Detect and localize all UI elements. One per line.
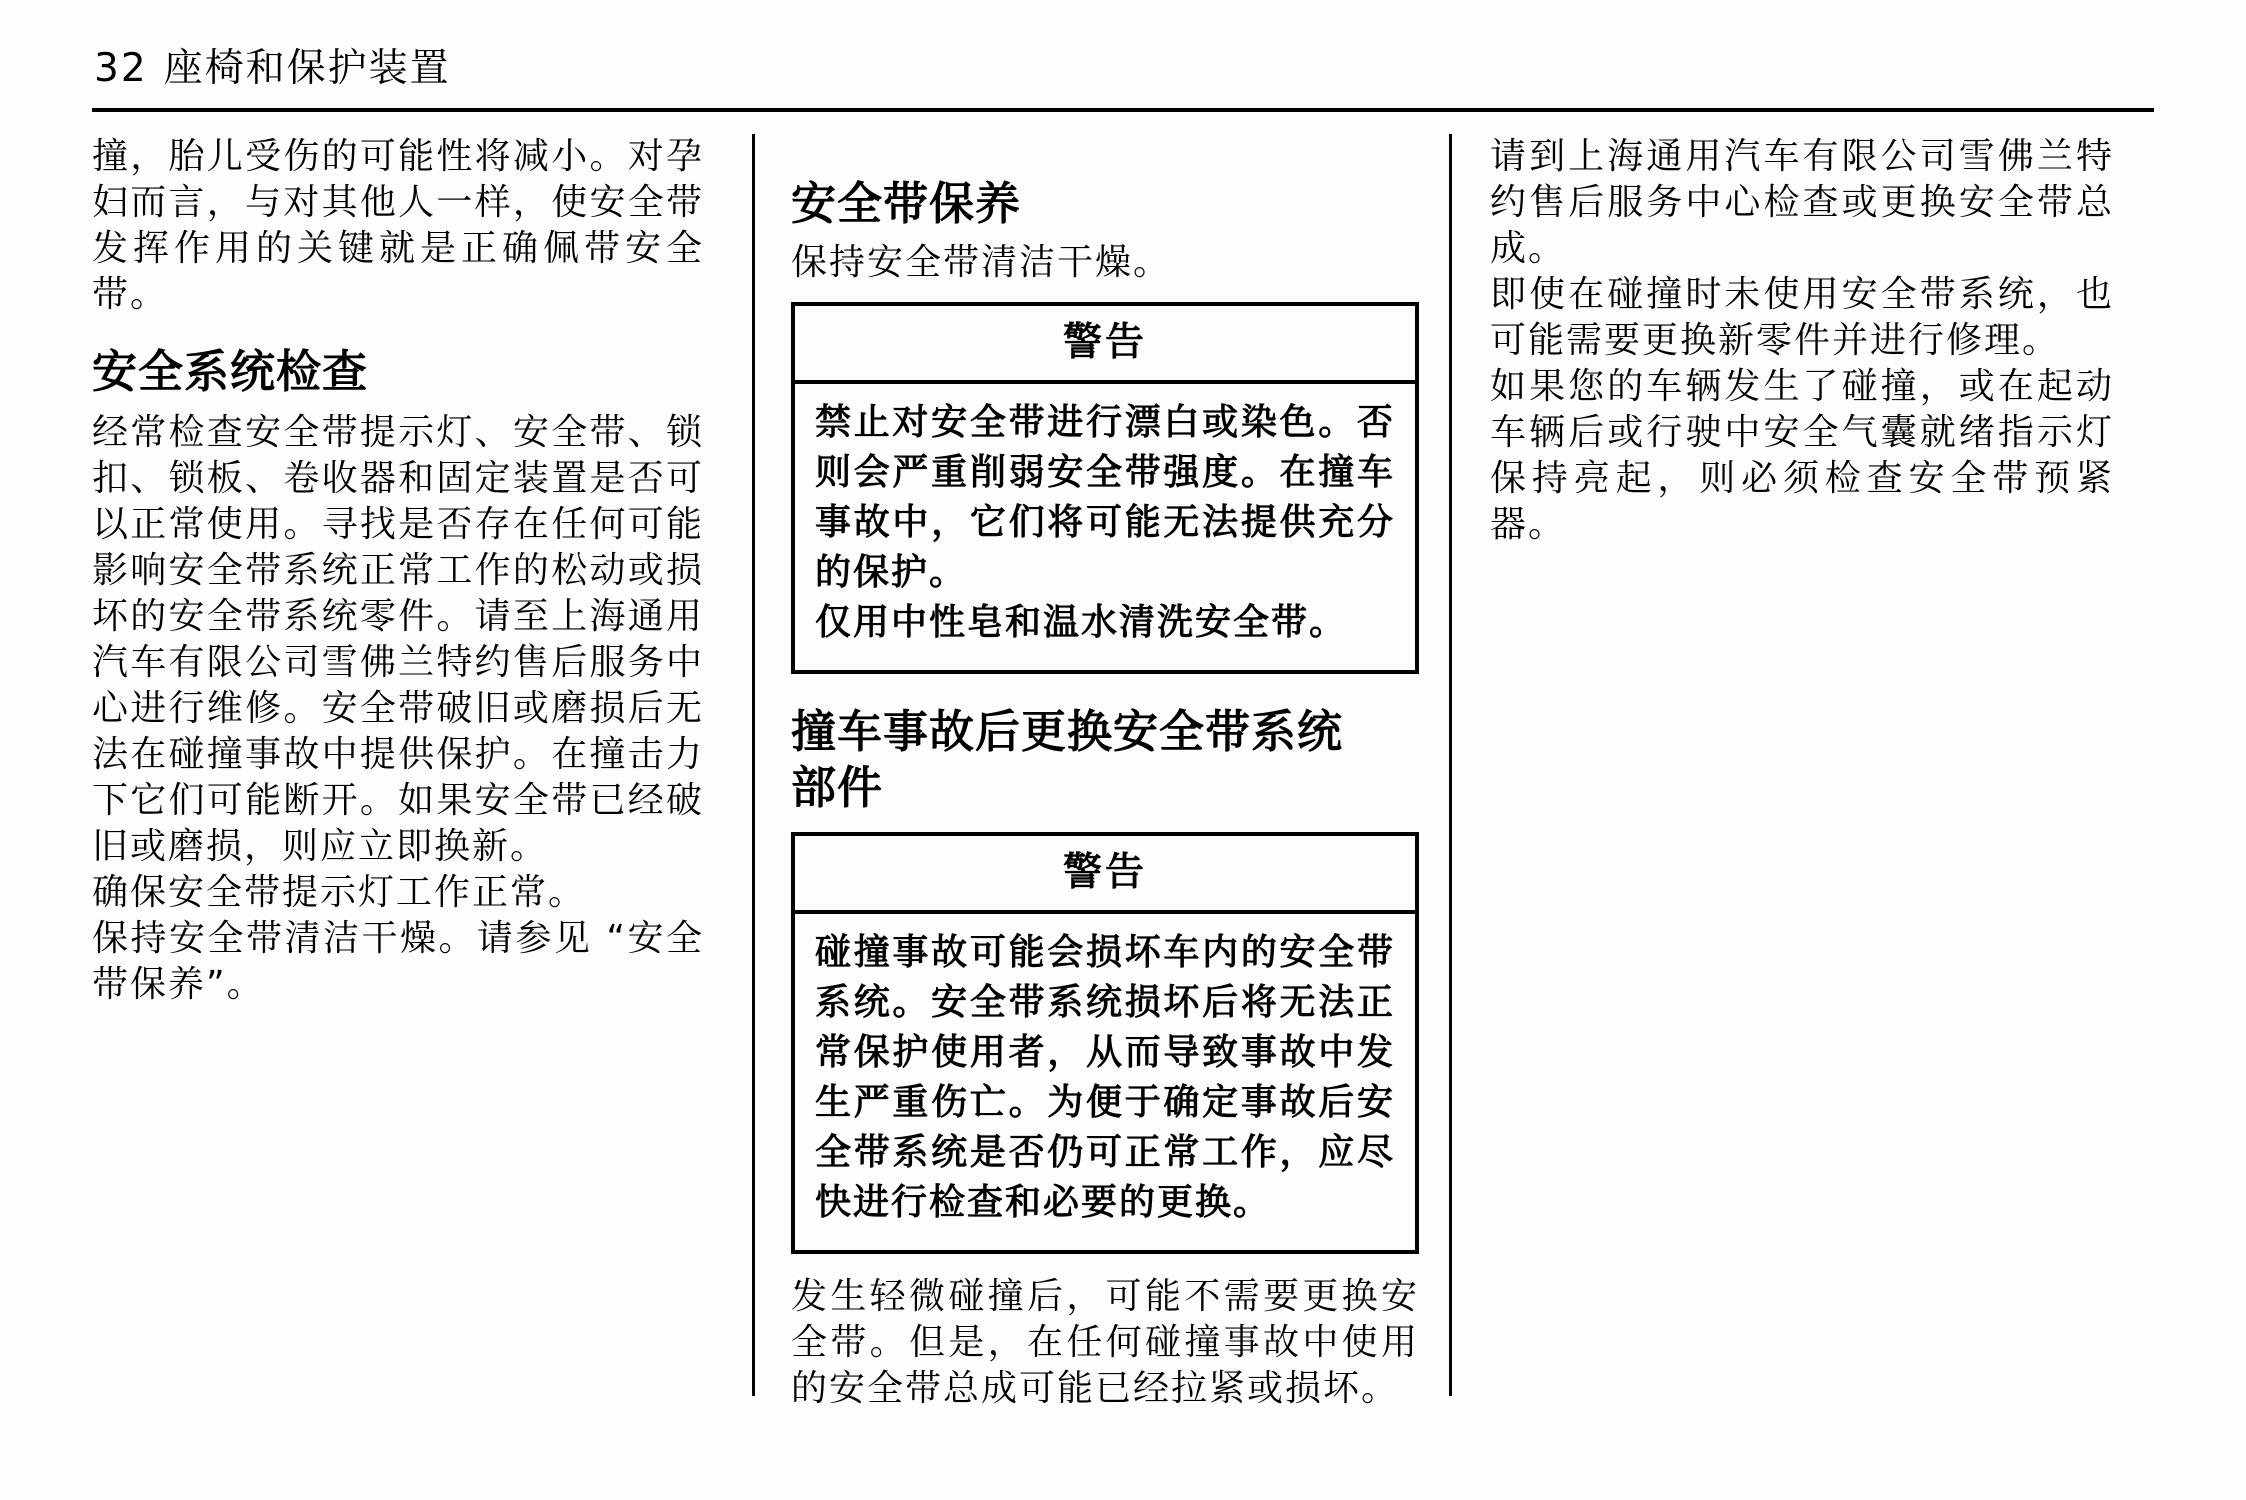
body-paragraph: 保持安全带清洁干燥。 (791, 242, 1172, 283)
warning-body (795, 914, 1415, 1250)
warning-box-seatbelt-care (791, 302, 1419, 674)
column-left (92, 134, 752, 1008)
warning-paragraph: 碰撞事故可能会损坏车内的安全带系统。安全带系统损坏后将无法正常保护使用者，从而导致事故中发生严重伤亡。为便于确定事故后安全带系统是否仍可正常工作，应尽快进行检查和必要的更换。 (815, 932, 1395, 1223)
body-paragraph: 即使在碰撞时未使用安全带系统，也可能需要更换新零件并进行修理。 (1490, 274, 2114, 361)
body-paragraph: 确保安全带提示灯工作正常。 (92, 872, 587, 913)
page-header (94, 46, 2154, 92)
warning-paragraph: 仅用中性皂和温水清洗安全带。 (815, 602, 1348, 643)
columns-container (92, 134, 2246, 1420)
warning-title: 警告 (795, 836, 1415, 914)
continuation-paragraph: 撞，胎儿受伤的可能性将减小。对孕妇而言，与对其他人一样，使安全带发挥作用的关键就是正确佩带安全带。 (92, 136, 704, 315)
warning-box-crash-replacement (791, 832, 1419, 1254)
warning-body (795, 384, 1415, 670)
warning-paragraph: 禁止对安全带进行漂白或染色。否则会严重削弱安全带强度。在撞车事故中，它们将可能无法提供充分的保护。 (815, 402, 1395, 593)
warning-title: 警告 (795, 306, 1415, 384)
body-paragraph: 经常检查安全带提示灯、安全带、锁扣、锁板、卷收器和固定装置是否可以正常使用。寻找是否存在任何可能影响安全带系统正常工作的松动或损坏的安全带系统零件。请至上海通用汽车有限公司雪佛兰特约售后服务中心进行维修。安全带破旧或磨损后无法在碰撞事故中提供保护。在撞击力下它们可能断开。如果安全带已经破旧或磨损，则应立即换新。 (92, 412, 704, 867)
header-rule (92, 108, 2154, 112)
page-title: 座椅和保护装置 (163, 46, 451, 91)
body-paragraph: 如果您的车辆发生了碰撞，或在起动车辆后或行驶中安全气囊就绪指示灯保持亮起，则必须检查安全带预紧器。 (1490, 366, 2114, 545)
heading-replace-after-crash: 撞车事故后更换安全带系统部件 (791, 705, 1344, 814)
body-paragraph: 发生轻微碰撞后，可能不需要更换安全带。但是，在任何碰撞事故中使用的安全带总成可能已经拉紧或损坏。 (791, 1276, 1419, 1409)
column-middle (755, 134, 1449, 1412)
heading-safety-system-check: 安全系统检查 (92, 345, 369, 398)
body-paragraph: 请到上海通用汽车有限公司雪佛兰特约售后服务中心检查或更换安全带总成。 (1490, 136, 2114, 269)
body-paragraph: 保持安全带清洁干燥。请参见 “安全带保养”。 (92, 918, 704, 1005)
page-number: 32 (94, 46, 148, 91)
column-right (1452, 134, 2246, 548)
heading-seatbelt-care: 安全带保养 (791, 177, 1022, 230)
